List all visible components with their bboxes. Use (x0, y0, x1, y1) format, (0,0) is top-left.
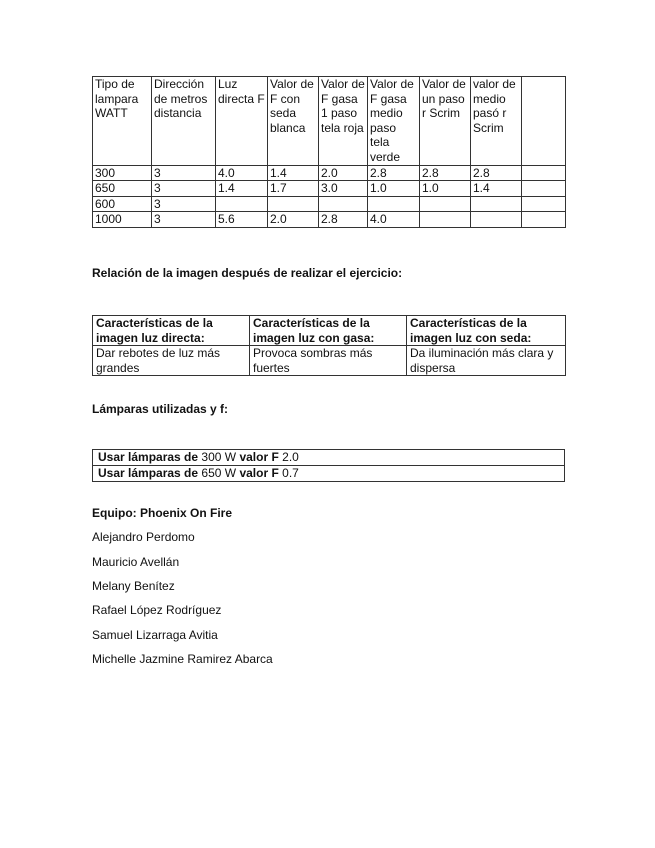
team-member: Mauricio Avellán (92, 555, 180, 569)
table-cell (268, 196, 319, 212)
header-cell (522, 77, 566, 166)
table-cell: 1.4 (268, 165, 319, 181)
lamp-watt: 650 W (201, 466, 237, 480)
table-cell (93, 466, 565, 482)
header-cell: Características de la imagen luz con seda: (407, 316, 566, 346)
header-cell: Dirección de metros distancia (152, 77, 216, 166)
team-member: Michelle Jazmine Ramirez Abarca (92, 652, 273, 666)
table-cell (522, 196, 566, 212)
table-cell: 3 (152, 212, 216, 228)
table-cell (420, 212, 471, 228)
table-cell (216, 196, 268, 212)
table-cell: Da iluminación más clara y dispersa (407, 346, 566, 376)
table-cell (522, 212, 566, 228)
table-cell (471, 212, 522, 228)
table-header-row (93, 77, 566, 166)
header-cell: Valor de F gasa medio paso tela verde (368, 77, 420, 166)
lamp-label: valor F (239, 466, 279, 480)
table-cell (420, 196, 471, 212)
table-cell: 3 (152, 196, 216, 212)
team-member: Rafael López Rodríguez (92, 603, 222, 617)
table-cell (319, 196, 368, 212)
table-row (93, 466, 565, 482)
table-row (93, 196, 566, 212)
table-cell: 4.0 (368, 212, 420, 228)
table-row (93, 346, 566, 376)
team-title: Equipo: Phoenix On Fire (92, 506, 233, 520)
header-cell: Valor de un paso r Scrim (420, 77, 471, 166)
table-cell: Dar rebotes de luz más grandes (93, 346, 250, 376)
section-heading-relacion: Relación de la imagen después de realizar el ejercicio: (92, 266, 403, 280)
table-cell: 600 (93, 196, 152, 212)
lamp-prefix: Usar lámparas de (98, 466, 199, 480)
team-member: Melany Benítez (92, 579, 175, 593)
table-cell (368, 196, 420, 212)
header-cell: Características de la imagen luz directa: (93, 316, 250, 346)
table-cell: Provoca sombras más fuertes (250, 346, 407, 376)
table-row (93, 165, 566, 181)
table-cell: 4.0 (216, 165, 268, 181)
table-cell (471, 196, 522, 212)
lamp-value: 0.7 (282, 466, 299, 480)
table-cell: 3 (152, 165, 216, 181)
header-cell: Valor de F gasa 1 paso tela roja (319, 77, 368, 166)
image-characteristics-table (92, 315, 566, 376)
lamp-label: valor F (239, 450, 279, 464)
header-cell: Características de la imagen luz con gasa: (250, 316, 407, 346)
table-cell: 1000 (93, 212, 152, 228)
team-member: Alejandro Perdomo (92, 530, 195, 544)
header-cell: Tipo de lampara WATT (93, 77, 152, 166)
table-cell: 2.0 (268, 212, 319, 228)
table-cell: 2.8 (471, 165, 522, 181)
table-cell (522, 165, 566, 181)
lamp-value: 2.0 (282, 450, 299, 464)
table-cell: 1.7 (268, 181, 319, 197)
table-cell (522, 181, 566, 197)
team-member: Samuel Lizarraga Avitia (92, 628, 218, 642)
header-cell: Valor de F con seda blanca (268, 77, 319, 166)
header-cell: Luz directa F (216, 77, 268, 166)
section-heading-lamparas: Lámparas utilizadas y f: (92, 402, 229, 416)
table-cell: 1.0 (368, 181, 420, 197)
table-cell: 2.8 (368, 165, 420, 181)
table-cell: 2.8 (319, 212, 368, 228)
lamp-watt: 300 W (201, 450, 237, 464)
table-cell: 3.0 (319, 181, 368, 197)
table-cell: 1.4 (216, 181, 268, 197)
table-cell: 300 (93, 165, 152, 181)
table-cell: 1.0 (420, 181, 471, 197)
lamp-prefix: Usar lámparas de (98, 450, 199, 464)
lamps-used-table (92, 449, 565, 482)
table-cell: 1.4 (471, 181, 522, 197)
header-cell: valor de medio pasó r Scrim (471, 77, 522, 166)
table-row (93, 181, 566, 197)
table-cell: 650 (93, 181, 152, 197)
lamp-measurements-table (92, 76, 566, 228)
table-header-row (93, 316, 566, 346)
table-cell: 3 (152, 181, 216, 197)
table-cell: 2.8 (420, 165, 471, 181)
table-cell (93, 450, 565, 466)
table-cell: 2.0 (319, 165, 368, 181)
table-cell: 5.6 (216, 212, 268, 228)
table-row (93, 450, 565, 466)
table-row (93, 212, 566, 228)
